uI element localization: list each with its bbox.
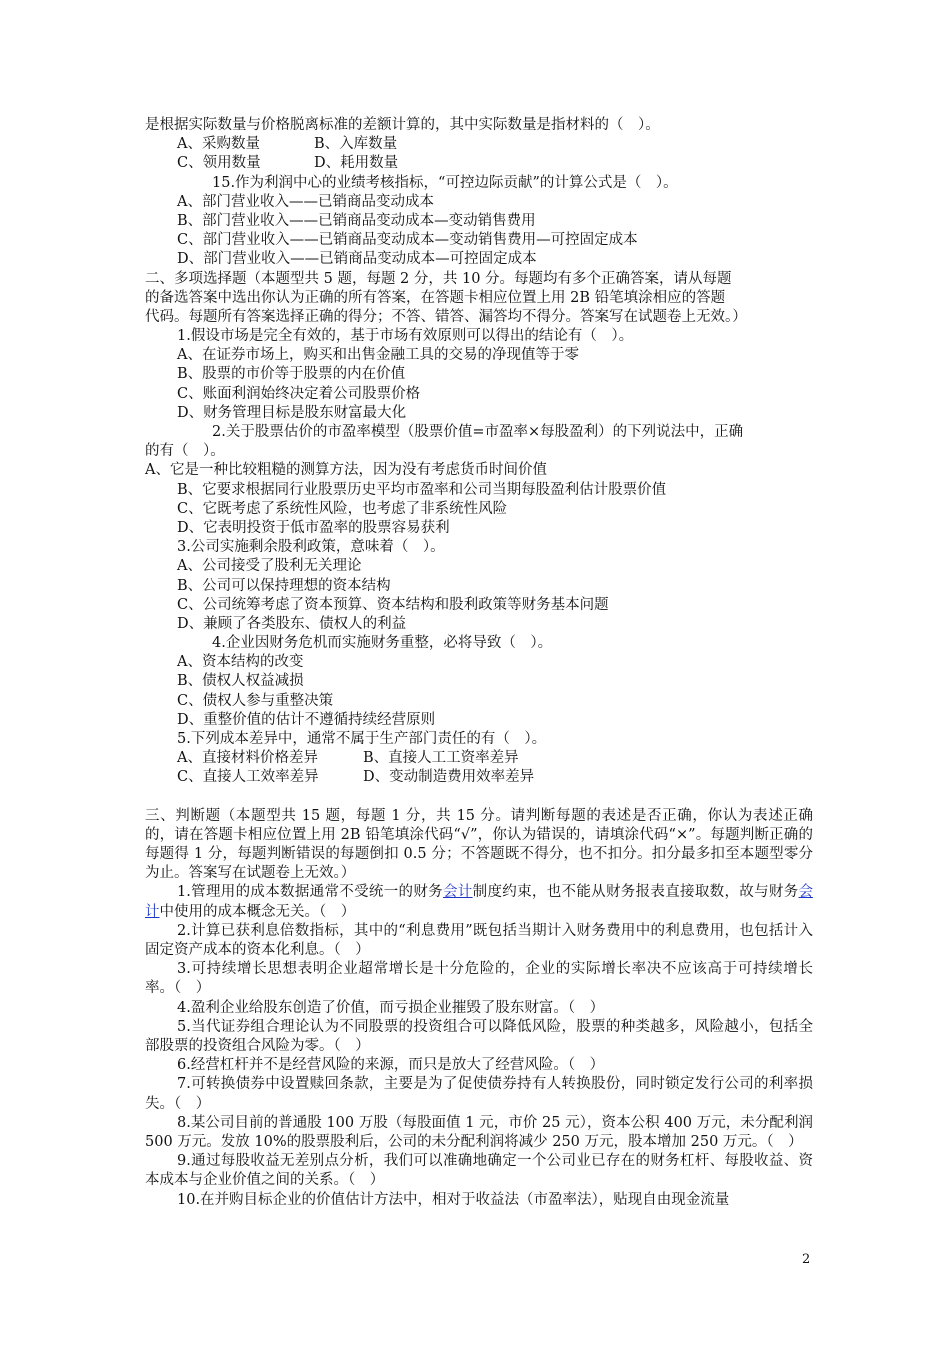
text-line: A、公司接受了股利无关理论: [177, 558, 362, 575]
page-number: 2: [802, 1252, 811, 1267]
text-line: B、它要求根据同行业股票历史平均市盈率和公司当期每股盈利估计股票价值: [177, 481, 667, 498]
text-line: C、部门营业收入——已销商品变动成本—变动销售费用—可控固定成本: [177, 232, 638, 249]
text-line: D、部门营业收入——已销商品变动成本—可控固定成本: [177, 251, 537, 268]
accounting-link[interactable]: 会计: [442, 884, 473, 901]
judge-question-10: 10.在并购目标企业的价值估计方法中，相对于收益法（市盈率法），贴现自由现金流量: [177, 1191, 730, 1208]
text-line: C、账面利润始终决定着公司股票价格: [177, 385, 421, 402]
text-line: D、兼顾了各类股东、债权人的利益: [177, 615, 407, 632]
text-line: [145, 768, 813, 787]
text-line: [145, 749, 813, 768]
section-3: [145, 807, 813, 1210]
text-line: 5.下列成本差异中，通常不属于生产部门责任的有（ ）。: [177, 731, 547, 747]
option-b: D、耗用数量: [314, 155, 399, 172]
text-line: 1.假设市场是完全有效的，基于市场有效原则可以得出的结论有（ ）。: [177, 328, 634, 345]
judge-question-5: 5.当代证券组合理论认为不同股票的投资组合可以降低风险，股票的种类越多，风险越小，包括全部股票的投资组合风险为零。（ ）: [145, 1018, 813, 1054]
text-line: [145, 135, 813, 154]
text-line: 是根据实际数量与价格脱离标准的差额计算的，其中实际数量是指材料的（ ）。: [145, 117, 660, 133]
text-line: 4.企业因财务危机而实施财务重整，必将导致（ ）。: [212, 635, 553, 652]
text-line: A、它是一种比较粗糙的测算方法，因为没有考虑货币时间价值: [145, 462, 547, 479]
text-line: C、债权人参与重整决策: [177, 692, 334, 709]
text-line: 代码。每题所有答案选择正确的得分；不答、错答、漏答均不得分。答案写在试题卷上无效。）: [145, 308, 747, 325]
q1-text-a: 1.管理用的成本数据通常不受统一的财务: [177, 884, 443, 901]
accounting-link-2[interactable]: 会计: [145, 884, 814, 920]
document-page: [145, 116, 813, 1210]
judge-question-1: [145, 883, 813, 921]
q1-text-c: 中使用的成本概念无关。（ ）: [159, 903, 356, 920]
question-lines: [145, 116, 813, 788]
text-line: 2.关于股票估价的市盈率模型（股票价值=市盈率×每股盈利）的下列说法中，正确: [212, 424, 744, 440]
option-a: A、直接材料价格差异: [177, 750, 318, 767]
q1-text-b: 制度约束，也不能从财务报表直接取数，故与财务: [472, 884, 799, 901]
text-line: [145, 154, 813, 173]
text-line: 15.作为利润中心的业绩考核指标，“可控边际贡献”的计算公式是（ ）。: [212, 174, 678, 191]
judge-question-2: 2.计算已获利息倍数指标，其中的“利息费用”既包括当期计入财务费用中的利息费用，也包括计入固定资产成本的资本化利息。（ ）: [145, 922, 813, 958]
option-b: B、入库数量: [314, 136, 398, 153]
text-line: A、在证券市场上，购买和出售金融工具的交易的净现值等于零: [177, 347, 579, 364]
text-line: 3.公司实施剩余股利政策，意味着（ ）。: [177, 539, 445, 556]
judge-question-7: 7.可转换债券中设置赎回条款，主要是为了促使债券持有人转换股份，同时锁定发行公司的利率损失。（ ）: [145, 1076, 813, 1112]
text-line: C、公司统筹考虑了资本预算、资本结构和股利政策等财务基本问题: [177, 596, 609, 613]
text-line: D、它表明投资于低市盈率的股票容易获利: [177, 519, 450, 536]
judge-question-4: 4.盈利企业给股东创造了价值，而亏损企业摧毁了股东财富。（ ）: [177, 999, 605, 1016]
text-line: 二、多项选择题（本题型共 5 题，每题 2 分，共 10 分。每题均有多个正确答案，请从每题: [145, 270, 732, 287]
judge-question-8: 8.某公司目前的普通股 100 万股（每股面值 1 元，市价 25 元），资本公积 400 万元，未分配利润 500 万元。发放 10%的股票股利后，公司的未分配利润将减少 250 万元，股本增加 250 万元。（ ）: [145, 1114, 813, 1151]
option-b: D、变动制造费用效率差异: [363, 769, 535, 786]
text-line: 的备选答案中选出你认为正确的所有答案，在答题卡相应位置上用 2B 铅笔填涂相应的答题: [145, 289, 726, 306]
text-line: A、资本结构的改变: [177, 654, 304, 671]
text-line: D、重整价值的估计不遵循持续经营原则: [177, 711, 436, 728]
text-line: D、财务管理目标是股东财富最大化: [177, 404, 407, 421]
text-line: B、部门营业收入——已销商品变动成本—变动销售费用: [177, 212, 536, 229]
text-line: B、债权人权益减损: [177, 673, 304, 690]
text-line: 的有（ ）。: [145, 443, 225, 460]
judge-question-3: 3.可持续增长思想表明企业超常增长是十分危险的，企业的实际增长率决不应该高于可持续增长率。（ ）: [145, 961, 813, 997]
section-3-intro: 三、判断题（本题型共 15 题，每题 1 分，共 15 分。请判断每题的表述是否正确，你认为表述正确的，请在答题卡相应位置上用 2B 铅笔填涂代码“√”，你认为错误的，请填涂代码“×”。每题判断正确的每题得 1 分，每题判断错误的每题倒扣 0.5 分；不答题既不得分，也不扣分。扣分最多扣至本题型零分为止。答案写在试题卷上无效。）: [145, 807, 813, 882]
option-a: A、采购数量: [177, 136, 260, 153]
judge-question-6: 6.经营杠杆并不是经营风险的来源，而只是放大了经营风险。（ ）: [177, 1057, 605, 1074]
option-b: B、直接人工工资率差异: [363, 750, 519, 767]
text-line: C、它既考虑了系统性风险，也考虑了非系统性风险: [177, 500, 508, 517]
option-a: C、直接人工效率差异: [177, 769, 319, 786]
judge-question-9: 9.通过每股收益无差别点分析，我们可以准确地确定一个公司业已存在的财务杠杆、每股收益、资本成本与企业价值之间的关系。（ ）: [145, 1153, 813, 1189]
text-line: A、部门营业收入——已销商品变动成本: [177, 193, 434, 210]
text-line: B、股票的市价等于股票的内在价值: [177, 366, 406, 383]
section-gap: [145, 788, 813, 807]
option-a: C、领用数量: [177, 155, 261, 172]
text-line: B、公司可以保持理想的资本结构: [177, 577, 391, 594]
